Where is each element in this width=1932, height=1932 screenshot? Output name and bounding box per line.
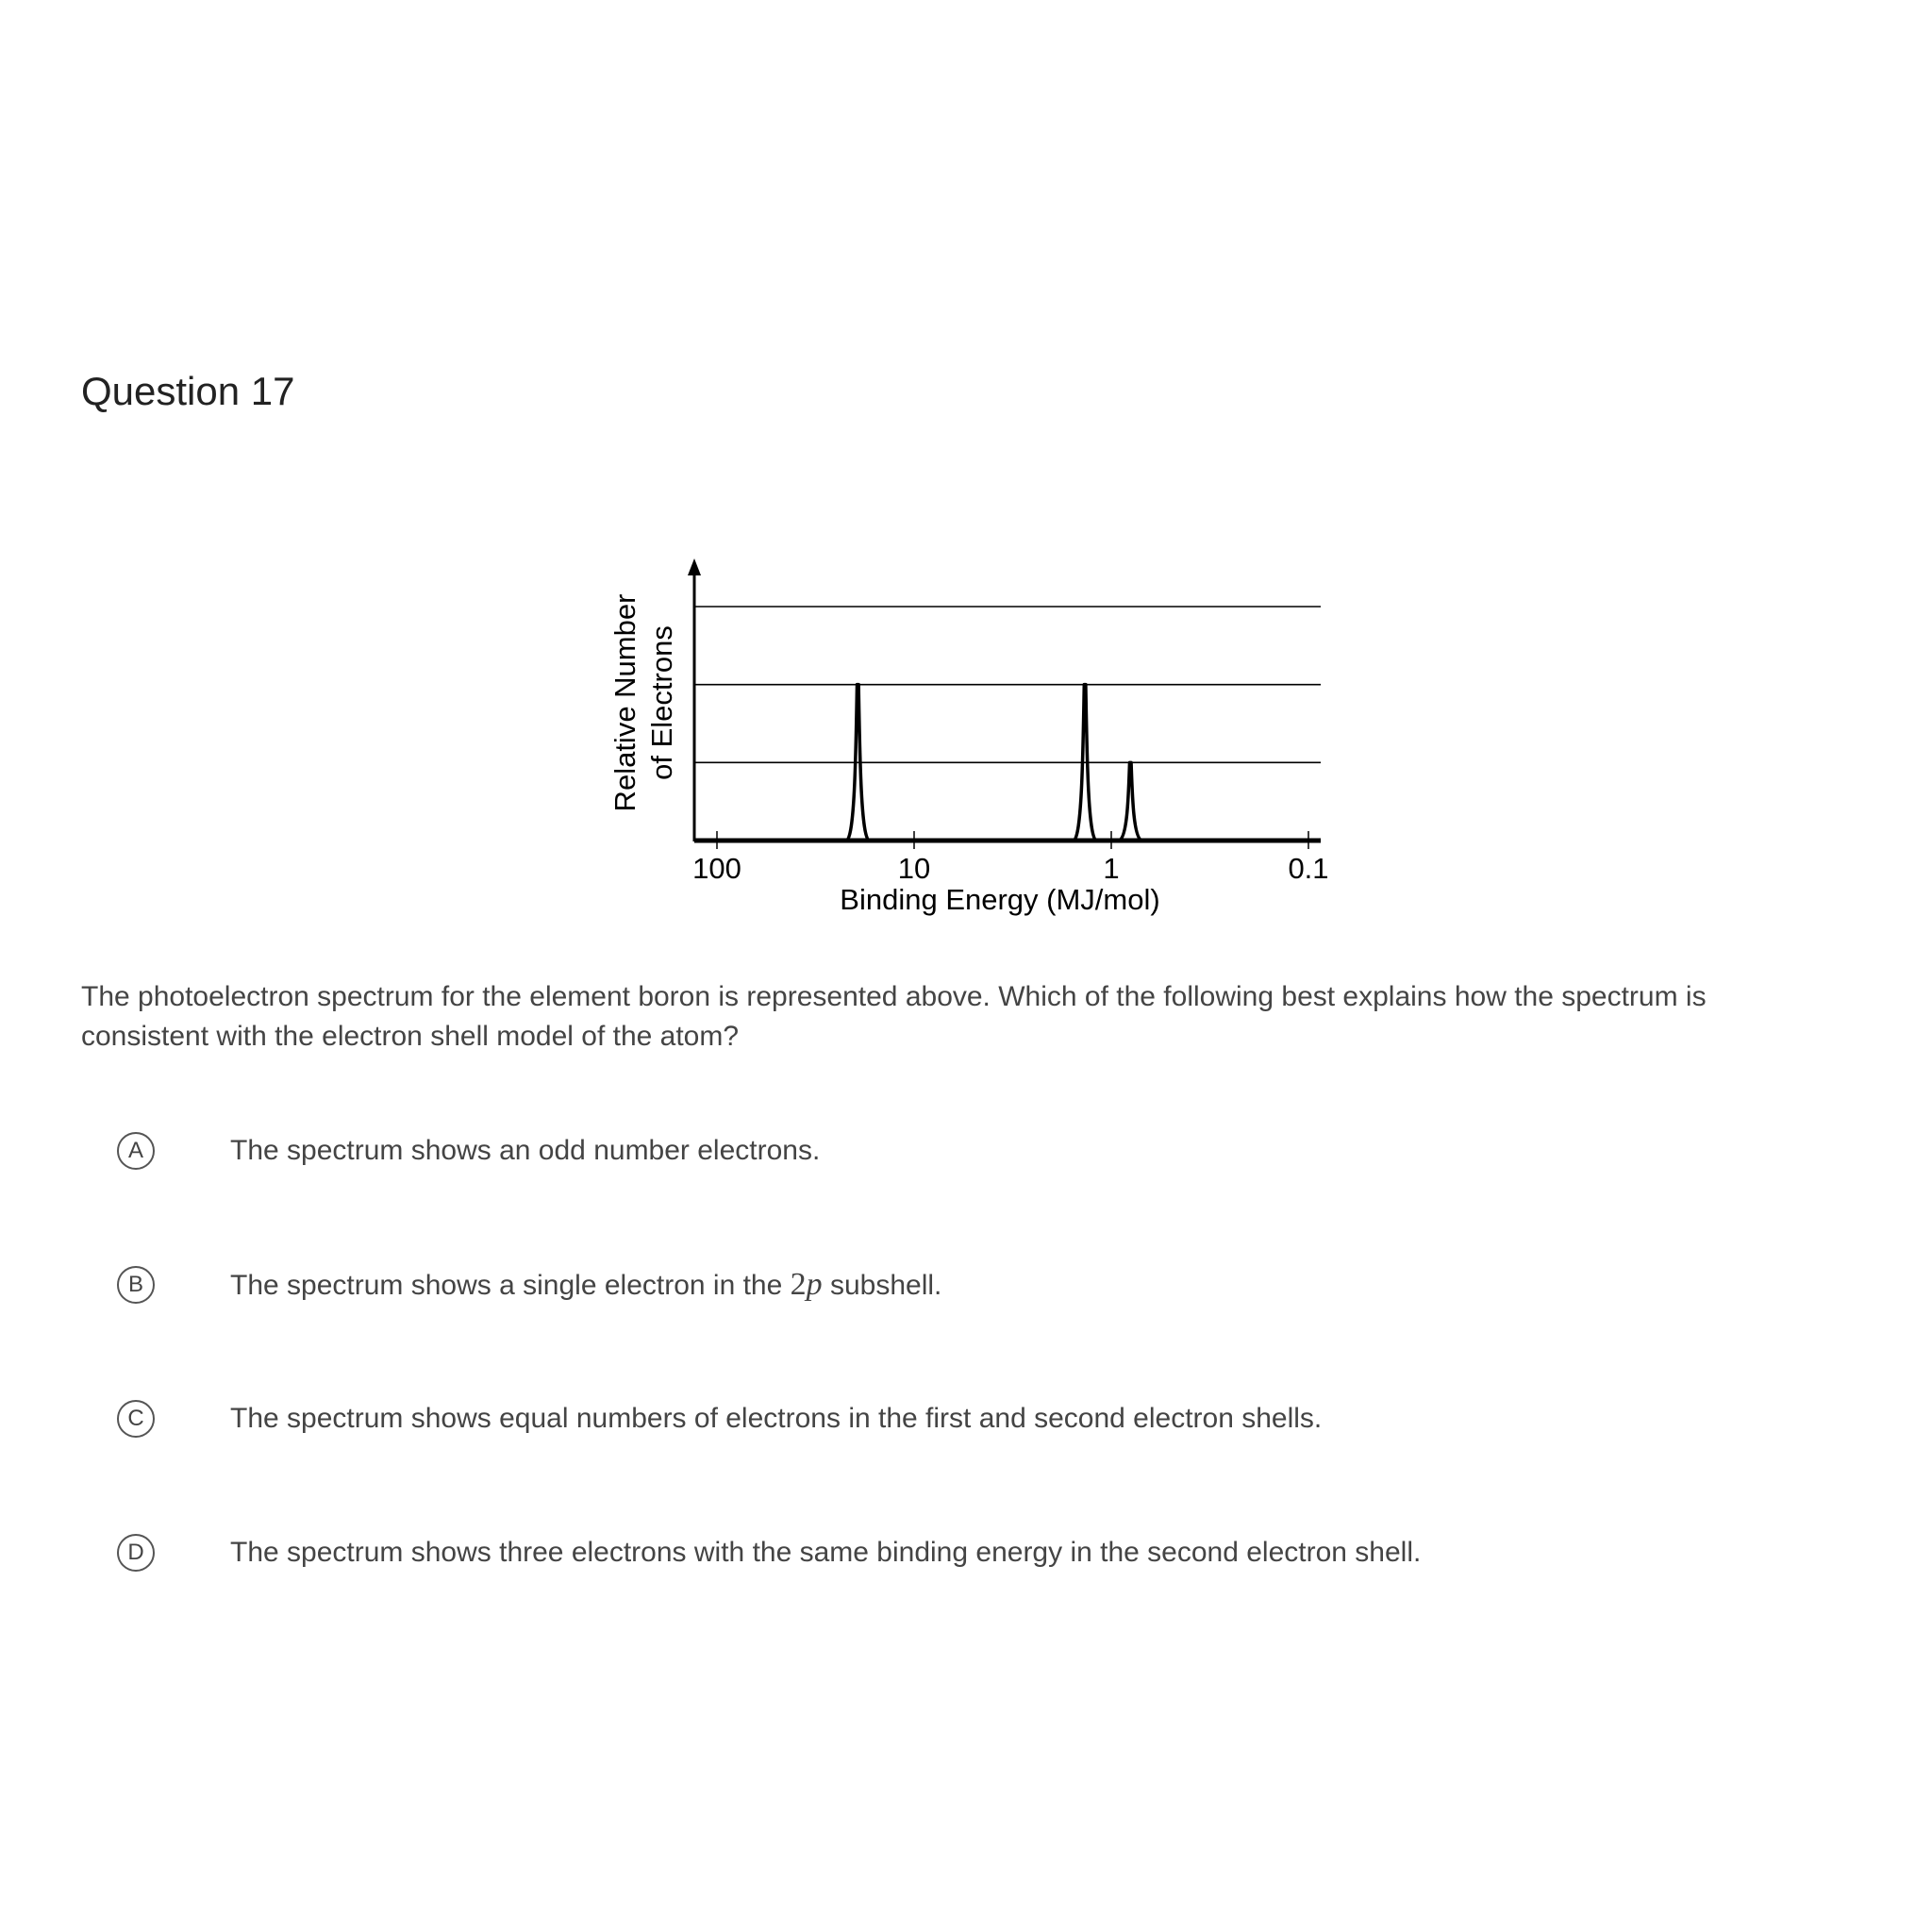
choice-c-text: The spectrum shows equal numbers of electrons in the first and second electron shells.	[230, 1403, 1323, 1434]
y-axis-label-line-1: Relative Number	[608, 593, 641, 812]
x-axis-label: Binding Energy (MJ/mol)	[840, 883, 1160, 916]
choice-c-bubble[interactable]: C	[117, 1400, 155, 1438]
choice-b-math	[791, 1267, 823, 1302]
y-axis-label-line-2: of Electrons	[645, 625, 678, 780]
x-tick-label: 0.1	[1288, 852, 1329, 885]
choice-b-math-var: p	[806, 1267, 823, 1302]
y-axis-arrow	[688, 558, 701, 575]
choice-d[interactable]	[117, 1530, 1422, 1575]
choice-a-bubble[interactable]: A	[117, 1132, 155, 1170]
x-tick-label: 1	[1103, 852, 1120, 885]
choice-b-text	[230, 1267, 941, 1303]
x-tick-label: 10	[897, 852, 931, 885]
choice-a[interactable]	[117, 1128, 821, 1174]
choice-b-math-num: 2	[790, 1267, 807, 1302]
pes-chart-svg	[604, 547, 1358, 943]
choice-b[interactable]	[117, 1262, 942, 1307]
question-title: Question 17	[81, 369, 295, 413]
x-tick-label: 100	[692, 852, 741, 885]
choice-b-text-before: The spectrum shows a single electron in the	[230, 1270, 791, 1301]
choice-d-bubble[interactable]: D	[117, 1534, 155, 1572]
choice-d-text: The spectrum shows three electrons with the same binding energy in the second electron shell.	[230, 1537, 1422, 1568]
choice-a-text: The spectrum shows an odd number electrons.	[230, 1135, 821, 1166]
pes-chart	[604, 547, 1358, 943]
choice-c[interactable]	[117, 1396, 1323, 1441]
choice-b-text-after: subshell.	[822, 1270, 942, 1301]
question-prompt: The photoelectron spectrum for the element boron is represented above. Which of the following best explains how the spectrum is consistent with the electron shell model of the atom?	[81, 981, 1707, 1052]
spectrum-peak	[1119, 762, 1141, 841]
choice-b-bubble[interactable]: B	[117, 1266, 155, 1304]
